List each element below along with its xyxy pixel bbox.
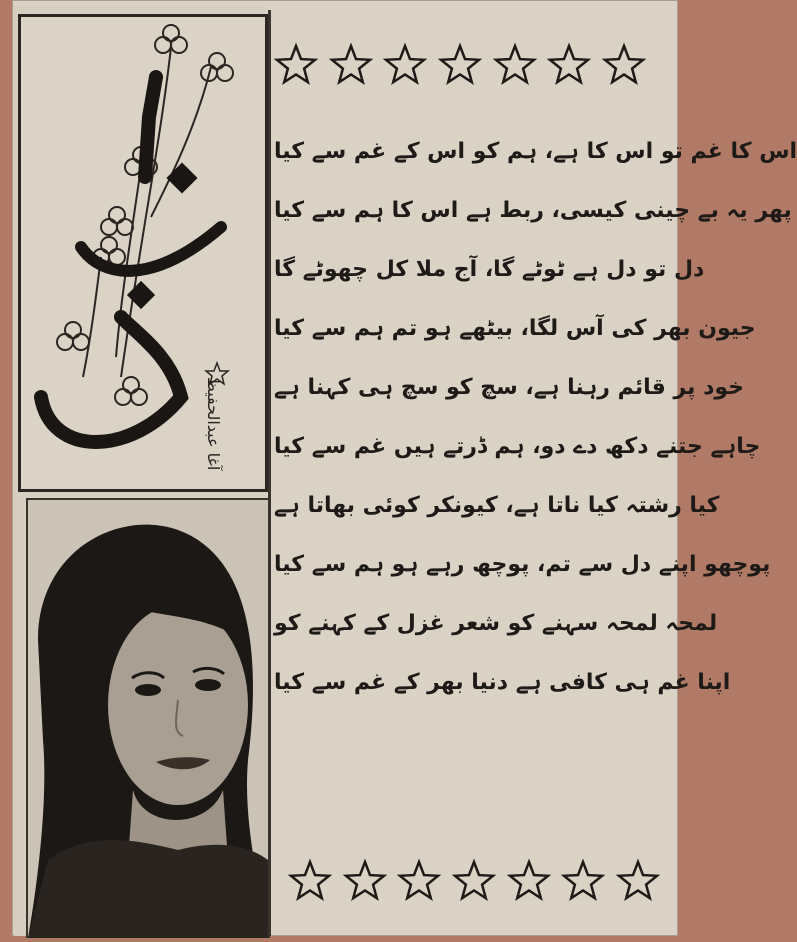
poem-line: پوچھو اپنے دل سے تم، پوچھ رہے ہو ہم سے کیا (274, 552, 771, 577)
poem-line: پھر یہ بے چینی کیسی، ربط ہے اس کا ہم سے کیا (274, 198, 792, 223)
stars-row-bottom (288, 856, 660, 906)
star-icon (452, 859, 496, 903)
poem-line: اس کا غم تو اس کا ہے، ہم کو اس کے غم سے کیا (274, 139, 797, 164)
column-divider (268, 10, 271, 936)
poem-line: خود پر قائم رہنا ہے، سچ کو سچ ہی کہنا ہے (274, 375, 745, 400)
star-icon (383, 43, 427, 87)
poet-name: آغا عبدالحفیظ (204, 377, 223, 471)
poem-line: چاہے جتنے دکھ دے دو، ہم ڈرتے ہیں غم سے کیا (274, 434, 761, 459)
star-icon (493, 43, 537, 87)
star-icon (616, 859, 660, 903)
star-icon (438, 43, 482, 87)
poem-line: اپنا غم ہی کافی ہے دنیا بھر کے غم سے کیا (274, 670, 731, 695)
star-icon (547, 43, 591, 87)
portrait-illustration (28, 500, 268, 938)
stars-row-top (274, 40, 646, 90)
poem-lines (274, 122, 797, 712)
star-icon (288, 859, 332, 903)
star-icon (507, 859, 551, 903)
star-icon (397, 859, 441, 903)
portrait-photo (26, 498, 270, 938)
poem-line: دل تو دل ہے ٹوٹے گا، آج ملا کل چھوٹے گا (274, 257, 705, 282)
star-icon (343, 859, 387, 903)
poem-line: لمحہ لمحہ سہنے کو شعر غزل کے کہنے کو (274, 611, 718, 636)
star-icon (329, 43, 373, 87)
star-icon (274, 43, 318, 87)
poem-line: جیون بھر کی آس لگا، بیٹھے ہو تم ہم سے کیا (274, 316, 756, 341)
star-icon (602, 43, 646, 87)
poem-line: کیا رشتہ کیا ناتا ہے، کیونکر کوئی بھاتا ہے (274, 493, 720, 518)
poem-column (274, 10, 797, 930)
star-icon (561, 859, 605, 903)
